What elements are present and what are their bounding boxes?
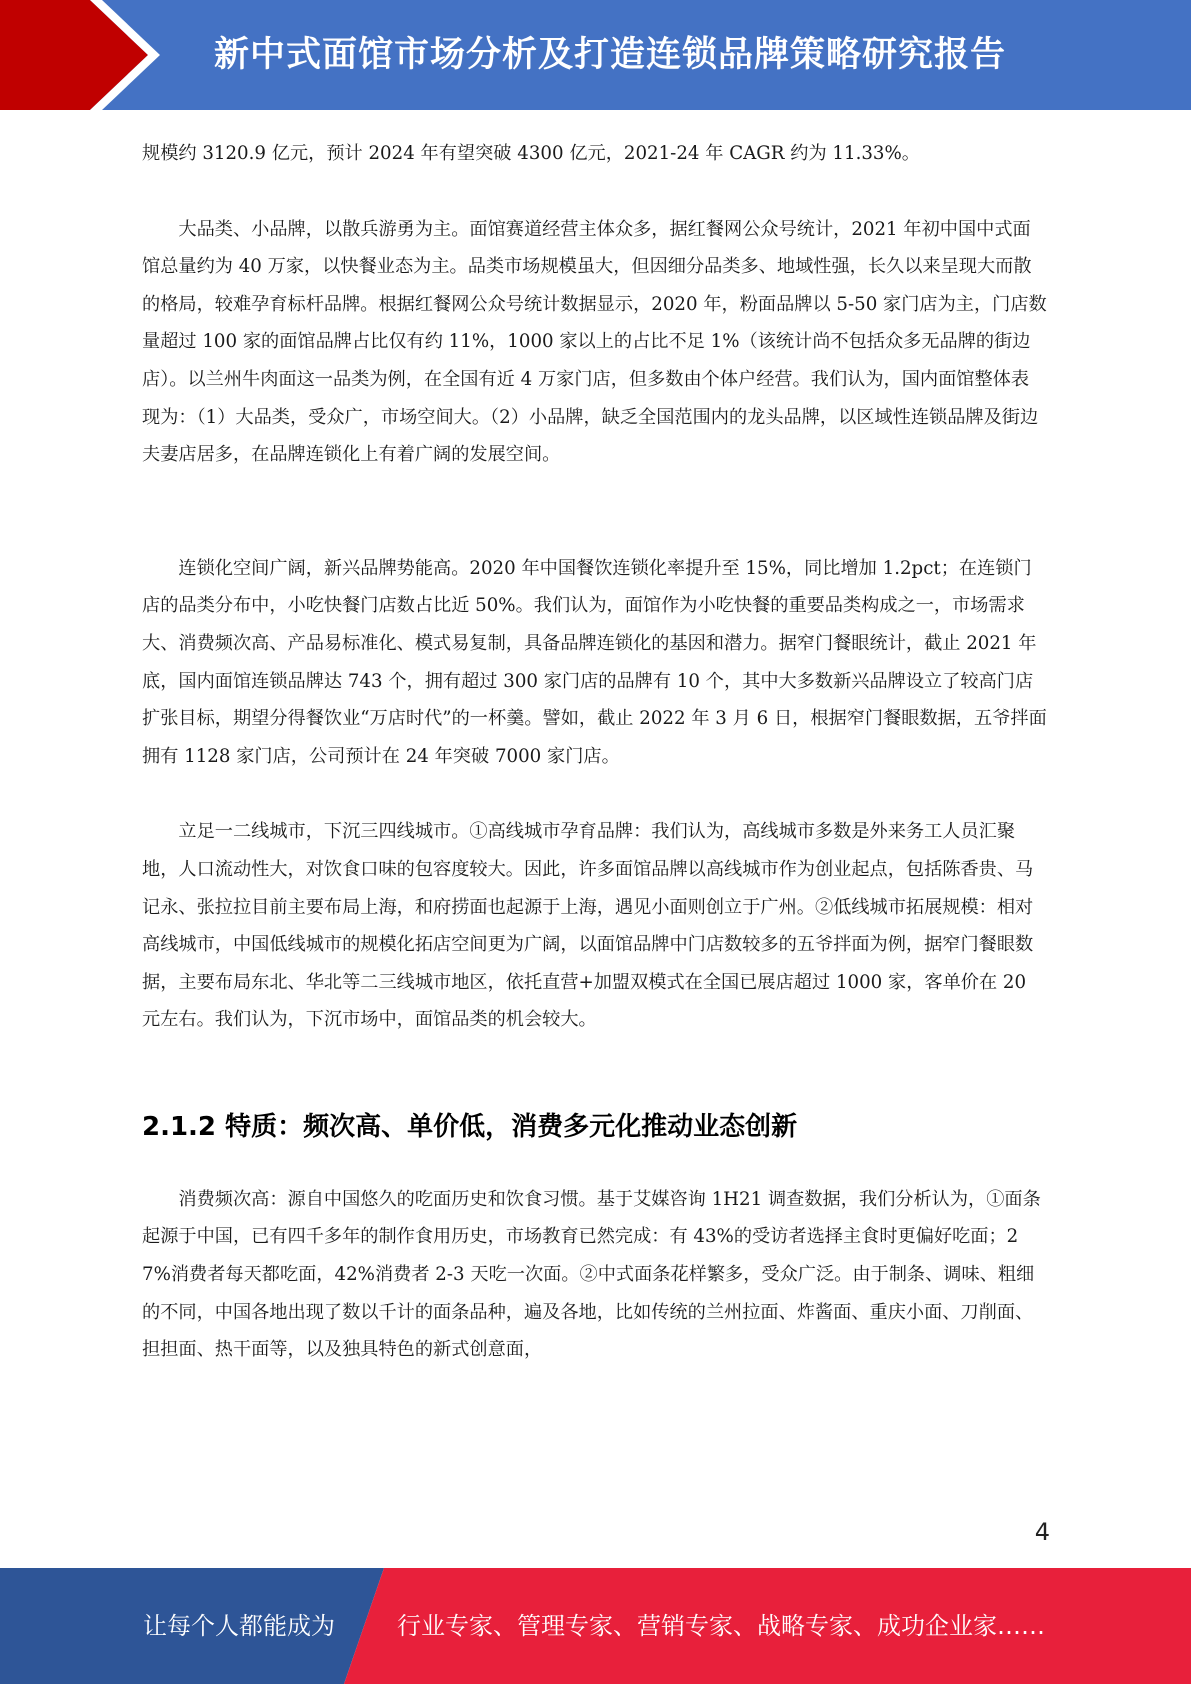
footer-banner [0, 1568, 1191, 1684]
paragraph-chain-space: 连锁化空间广阔，新兴品牌势能高。2020 年中国餐饮连锁化率提升至 15%，同比增加 1.2pct；在连锁门店的品类分布中，小吃快餐门店数占比近 50%。我们认为，面馆作为小吃快餐的重要品类构成之一，市场需求大、消费频次高、产品易标准化、模式易复制，具备品牌连锁化的基因和潜力。据窄门餐眼统计，截止 2021 年底，国内面馆连锁品牌达 743 个，拥有超过 300 家门店的品牌有 10 个，其中大多数新兴品牌设立了较高门店扩张目标，期望分得餐饮业“万店时代”的一杯羹。譬如，截止 2022 年 3 月 6 日，根据窄门餐眼数据，五爷拌面拥有 1128 家门店，公司预计在 24 年突破 7000 家门店。 [142, 557, 1047, 767]
page-number: 4 [1034, 1518, 1050, 1546]
footer-slogan-left: 让每个人都能成为 [143, 1612, 335, 1640]
paragraph-city-tiers: 立足一二线城市，下沉三四线城市。①高线城市孕育品牌：我们认为，高线城市多数是外来务工人员汇聚地，人口流动性大，对饮食口味的包容度较大。因此，许多面馆品牌以高线城市作为创业起点，包括陈香贵、马记永、张拉拉目前主要布局上海，和府捞面也起源于上海，遇见小面则创立于广州。②低线城市拓展规模：相对高线城市，中国低线城市的规模化拓店空间更为广阔，以面馆品牌中门店数较多的五爷拌面为例，据窄门餐眼数据，主要布局东北、华北等二三线城市地区，依托直营+加盟双模式在全国已展店超过 1000 家，客单价在 20 元左右。我们认为，下沉市场中，面馆品类的机会较大。 [142, 821, 1034, 1031]
document-body [142, 135, 1047, 1369]
header-banner [0, 0, 1191, 110]
section-heading: 2.1.2 特质：频次高、单价低，消费多元化推动业态创新 [142, 1111, 798, 1142]
report-title: 新中式面馆市场分析及打造连锁品牌策略研究报告 [214, 35, 1007, 75]
paragraph-consumption-frequency: 消费频次高：源自中国悠久的吃面历史和饮食习惯。基于艾媒咨询 1H21 调查数据，我们分析认为，①面条起源于中国，已有四千多年的制作食用历史，市场教育已然完成：有 43%的受访者选择主食时更偏好吃面；27%消费者每天都吃面，42%消费者 2-3 天吃一次面。②中式面条花样繁多，受众广泛。由于制条、调味、粗细的不同，中国各地出现了数以千计的面条品种，遍及各地，比如传统的兰州拉面、炸酱面、重庆小面、刀削面、担担面、热干面等，以及独具特色的新式创意面， [142, 1188, 1041, 1361]
paragraph-market-size: 规模约 3120.9 亿元，预计 2024 年有望突破 4300 亿元，2021-24 年 CAGR 约为 11.33%。 [142, 143, 920, 164]
footer-slogan-right: 行业专家、管理专家、营销专家、战略专家、成功企业家…… [397, 1612, 1045, 1640]
paragraph-big-category: 大品类、小品牌，以散兵游勇为主。面馆赛道经营主体众多，据红餐网公众号统计，2021 年初中国中式面馆总量约为 40 万家，以快餐业态为主。品类市场规模虽大，但因细分品类多、地域性强，长久以来呈现大而散的格局，较难孕育标杆品牌。根据红餐网公众号统计数据显示，2020 年，粉面品牌以 5-50 家门店为主，门店数量超过 100 家的面馆品牌占比仅有约 11%，1000 家以上的占比不足 1%（该统计尚不包括众多无品牌的街边店）。以兰州牛肉面这一品类为例，在全国有近 4 万家门店，但多数由个体户经营。我们认为，国内面馆整体表现为：（1）大品类，受众广，市场空间大。（2）小品牌，缺乏全国范围内的龙头品牌，以区域性连锁品牌及街边夫妻店居多，在品牌连锁化上有着广阔的发展空间。 [142, 218, 1047, 466]
